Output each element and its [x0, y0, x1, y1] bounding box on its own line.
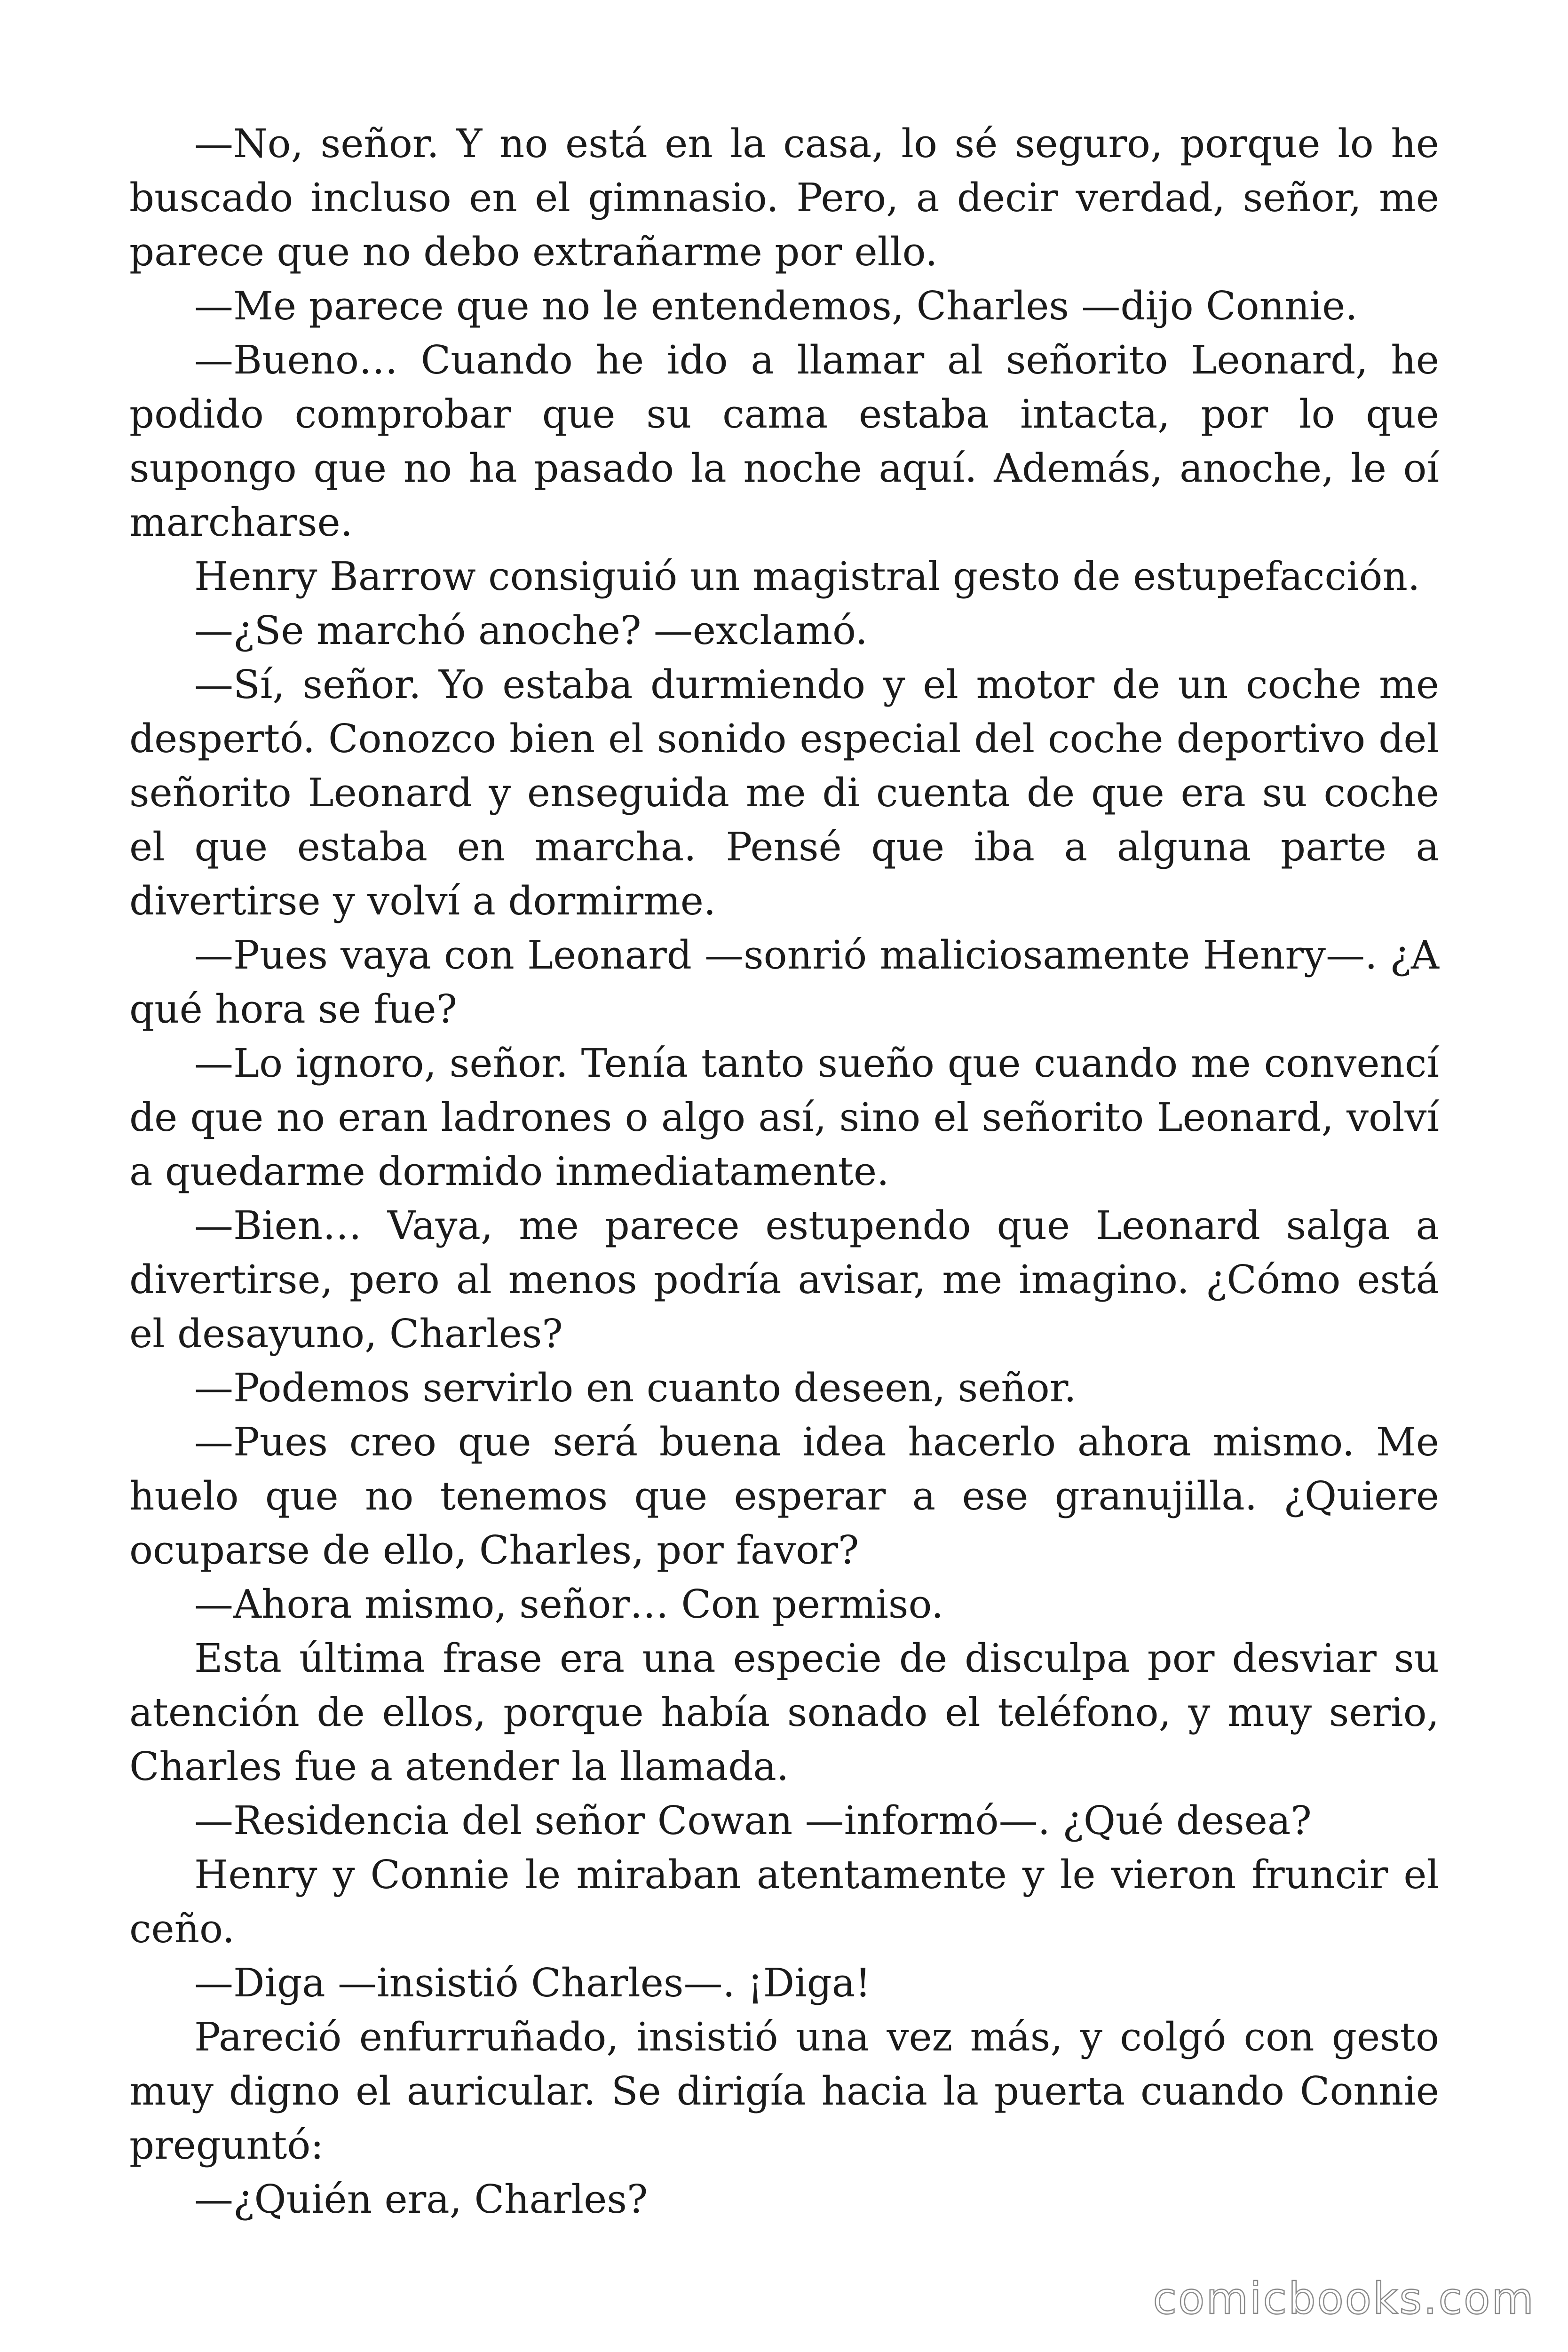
paragraph: —Pues vaya con Leonard —sonrió maliciosamente Henry—. ¿A qué hora se fue? — [129, 932, 1439, 1032]
paragraph: Henry Barrow consiguió un magistral gesto de estupefacción. — [194, 554, 1420, 599]
paragraph: —Me parece que no le entendemos, Charles —dijo Connie. — [194, 283, 1358, 329]
paragraph: —Bueno… Cuando he ido a llamar al señorito Leonard, he podido comprobar que su cama estaba intacta, por lo que supongo que no ha pasado la noche aquí. Además, anoche, le oí marcharse. — [129, 337, 1439, 545]
paragraph: —No, señor. Y no está en la casa, lo sé seguro, porque lo he buscado incluso en el gimnasio. Pero, a decir verdad, señor, me parece que no debo extrañarme por ello. — [129, 121, 1439, 275]
paragraph: Henry y Connie le miraban atentamente y le vieron fruncir el ceño. — [129, 1852, 1439, 1952]
site-watermark: comicbooks.com — [1153, 2273, 1535, 2324]
paragraph: —Pues creo que será buena idea hacerlo ahora mismo. Me huelo que no tenemos que esperar a ese granujilla. ¿Quiere ocuparse de ello, Charles, por favor? — [129, 1419, 1439, 1573]
paragraph: —Lo ignoro, señor. Tenía tanto sueño que cuando me convencí de que no eran ladrones o algo así, sino el señorito Leonard, volví a quedarme dormido inmediatamente. — [129, 1041, 1439, 1194]
paragraph: —Diga —insistió Charles—. ¡Diga! — [194, 1960, 871, 2006]
paragraph: —Podemos servirlo en cuanto deseen, señor. — [194, 1365, 1077, 1411]
paragraph: —Residencia del señor Cowan —informó—. ¿Qué desea? — [194, 1798, 1312, 1843]
paragraph: —Ahora mismo, señor… Con permiso. — [194, 1581, 944, 1627]
paragraph: —¿Se marchó anoche? —exclamó. — [194, 608, 868, 653]
body-text — [129, 117, 1439, 2226]
paragraph: —Sí, señor. Yo estaba durmiendo y el motor de un coche me despertó. Conozco bien el sonido especial del coche deportivo del señorito Leonard y enseguida me di cuenta de que era su coche el que estaba en marcha. Pensé que iba a alguna parte a divertirse y volví a dormirme. — [129, 662, 1439, 924]
paragraph: —Bien… Vaya, me parece estupendo que Leonard salga a divertirse, pero al menos podría avisar, me imagino. ¿Cómo está el desayuno, Charles? — [129, 1203, 1439, 1357]
paragraph: —¿Quién era, Charles? — [194, 2177, 648, 2222]
paragraph: Esta última frase era una especie de disculpa por desviar su atención de ellos, porque había sonado el teléfono, y muy serio, Charles fue a atender la llamada. — [129, 1636, 1439, 1789]
paragraph: Pareció enfurruñado, insistió una vez más, y colgó con gesto muy digno el auricular. Se dirigía hacia la puerta cuando Connie preguntó: — [129, 2014, 1439, 2168]
